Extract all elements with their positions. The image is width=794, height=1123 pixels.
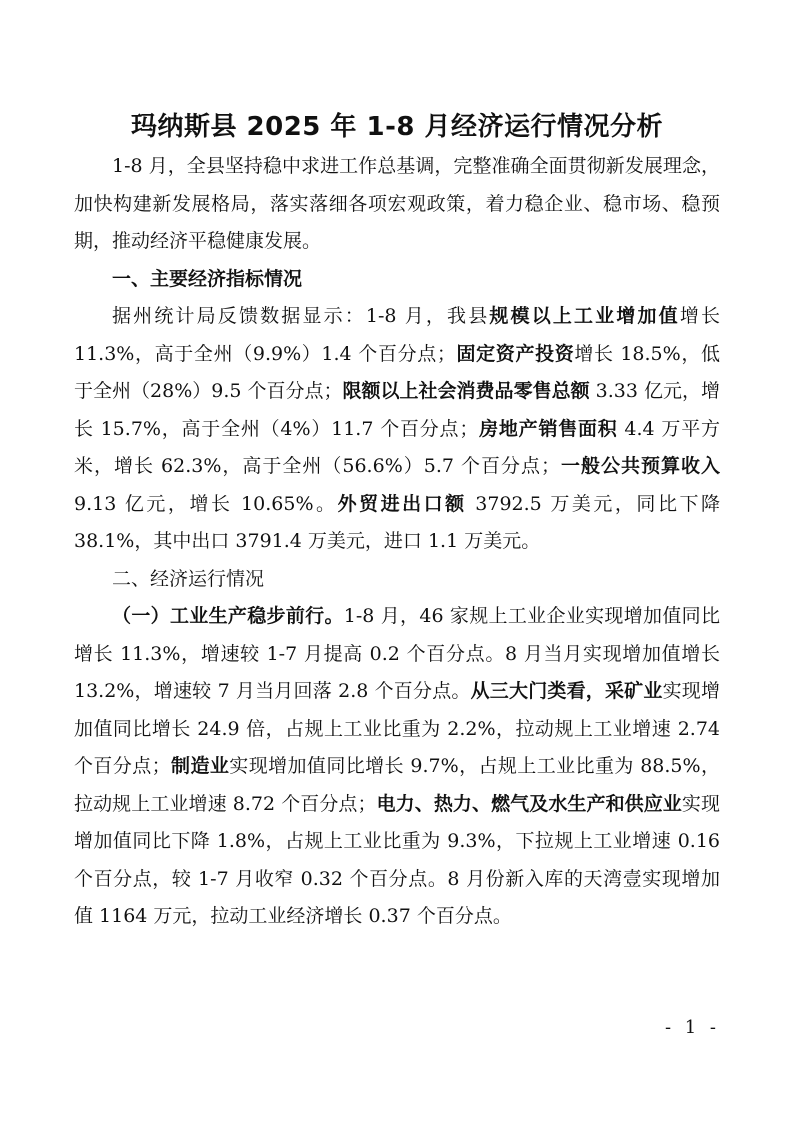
s1-text-4: 4.4 万平方米，增长 62.3%，高于全州（56.6%）5.7 个百分点； bbox=[74, 417, 720, 477]
s1-lead: 据州统计局反馈数据显示：1-8 月，我县 bbox=[112, 305, 490, 327]
s2-text-3: 实现增加值同比增长 9.7%，占规上工业比重为 88.5%，拉动规上工业增速 8.72 个百分点； bbox=[74, 755, 720, 815]
document-title: 玛纳斯县 2025 年 1-8 月经济运行情况分析 bbox=[130, 112, 664, 142]
sub-1-heading: （一）工业生产稳步前行。 bbox=[112, 605, 344, 627]
intro-paragraph: 1-8 月，全县坚持稳中求进工作总基调，完整准确全面贯彻新发展理念，加快构建新发展格局，落实落细各项宏观政策，着力稳企业、稳市场、稳预期，推动经济平稳健康发展。 bbox=[74, 155, 720, 252]
kw-utilities: 电力、热力、燃气及水生产和供应业 bbox=[376, 792, 682, 815]
section-1-paragraph bbox=[74, 298, 720, 561]
section-2-paragraph bbox=[74, 598, 720, 936]
s1-text-5: 9.13 亿元，增长 10.65%。 bbox=[74, 492, 338, 515]
s1-text-1: 增长 11.3%，高于全州（9.9%）1.4 个百分点； bbox=[74, 305, 720, 365]
kw-three-categories-mining: 从三大门类看，采矿业 bbox=[470, 680, 663, 702]
kw-fixed-asset-investment: 固定资产投资 bbox=[455, 342, 575, 365]
kw-foreign-trade: 外贸进出口额 bbox=[337, 492, 467, 515]
section-1-heading: 一、主要经济指标情况 bbox=[112, 267, 303, 290]
kw-industrial-value: 规模以上工业增加值 bbox=[489, 305, 680, 327]
s1-text-2: 增长 18.5%，低于全州（28%）9.5 个百分点； bbox=[74, 342, 720, 402]
s2-text-1: 1-8 月，46 家规上工业企业实现增加值同比增长 11.3%，增速较 1-7 月提高 0.2 个百分点。8 月当月实现增加值增长 13.2%，增速较 7 月当月回落 2.8 个百分点。 bbox=[74, 605, 720, 702]
document-body bbox=[74, 148, 720, 936]
kw-retail-sales: 限额以上社会消费品零售总额 bbox=[342, 380, 590, 402]
s1-text-6: 3792.5 万美元，同比下降 38.1%，其中出口 3791.4 万美元，进口 1.1 万美元。 bbox=[74, 492, 720, 552]
section-2-heading: 二、经济运行情况 bbox=[112, 567, 265, 590]
kw-public-budget-revenue: 一般公共预算收入 bbox=[560, 455, 720, 477]
kw-manufacturing: 制造业 bbox=[170, 755, 230, 777]
page-number: - 1 - bbox=[664, 1017, 720, 1038]
s1-text-3: 3.33 亿元，增长 15.7%，高于全州（4%）11.7 个百分点； bbox=[74, 380, 720, 440]
kw-real-estate-area: 房地产销售面积 bbox=[478, 417, 618, 440]
s2-text-4: 实现增加值同比下降 1.8%，占规上工业比重为 9.3%，下拉规上工业增速 0.16 个百分点，较 1-7 月收窄 0.32 个百分点。8 月份新入库的天湾壹实现增加值 1164 万元，拉动工业经济增长 0.37 个百分点。 bbox=[74, 792, 720, 927]
s2-text-2: 实现增加值同比增长 24.9 倍，占规上工业比重为 2.2%，拉动规上工业增速 2.74 个百分点； bbox=[74, 680, 720, 777]
